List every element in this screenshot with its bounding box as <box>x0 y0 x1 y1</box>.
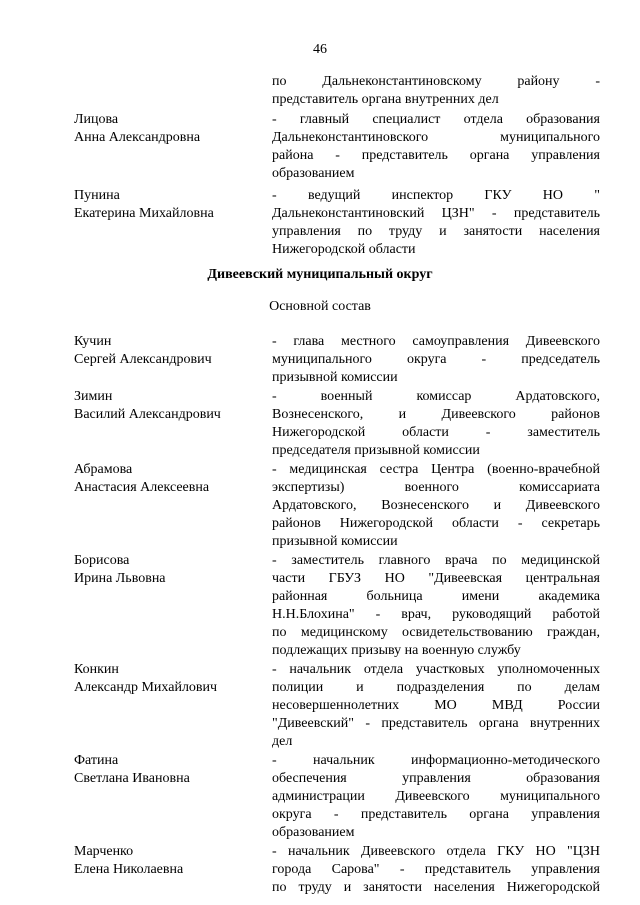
member-entry <box>74 187 600 259</box>
role-line: Н.Н.Блохина" - врач, руководящий работой <box>272 607 600 622</box>
page-number: 46 <box>313 42 327 57</box>
member-role <box>272 843 600 897</box>
role-line: - начальник отдела участковых уполномоченных <box>272 662 600 677</box>
role-line: призывной комиссии <box>272 534 398 549</box>
member-entry <box>74 388 600 460</box>
role-line: призывной комиссии <box>272 370 398 385</box>
member-entry <box>74 661 600 751</box>
member-given-name: Анна Александровна <box>74 130 201 145</box>
role-line: - военный комиссар Ардатовского, <box>272 389 600 404</box>
member-name <box>74 461 272 551</box>
role-line: по труду и занятости населения Нижегородской <box>272 880 600 895</box>
role-line: - медицинская сестра Центра (военно-врачебной <box>272 462 600 477</box>
role-line: подлежащих призыву на военную службу <box>272 643 521 658</box>
role-line: по Дальнеконстантиновскому району - <box>272 74 600 89</box>
member-surname: Марченко <box>74 844 134 859</box>
member-name <box>74 752 272 842</box>
member-entry <box>74 752 600 842</box>
role-line: по медицинскому освидетельствованию граждан, <box>272 625 600 640</box>
role-line: - заместитель главного врача по медицинской <box>272 553 600 568</box>
member-given-name: Светлана Ивановна <box>74 771 190 786</box>
role-line: муниципального округа - председатель <box>272 352 600 367</box>
member-surname: Лицова <box>74 112 119 127</box>
role-line: представитель органа внутренних дел <box>272 92 499 107</box>
role-line: Нижегородской области <box>272 242 416 257</box>
role-line: Дальнеконстантиновского муниципального <box>272 130 600 145</box>
role-line: председателя призывной комиссии <box>272 443 480 458</box>
member-given-name: Сергей Александрович <box>74 352 212 367</box>
role-line: - начальник Дивеевского отдела ГКУ НО "ЦЗН <box>272 844 600 859</box>
member-role <box>272 461 600 551</box>
role-line: районная больница имени академика <box>272 589 600 604</box>
role-line: Вознесенского, и Дивеевского районов <box>272 407 600 422</box>
role-line: города Сарова" - представитель управления <box>272 862 600 877</box>
member-role <box>272 388 600 460</box>
member-surname: Борисова <box>74 553 130 568</box>
role-line: Дальнеконстантиновский ЦЗН" - представитель <box>272 206 600 221</box>
role-line: "Дивеевский" - представитель органа внутренних <box>272 716 600 731</box>
member-given-name: Ирина Львовна <box>74 571 166 586</box>
member-role <box>272 333 600 387</box>
role-line: района - представитель органа управления <box>272 148 600 163</box>
role-line: образованием <box>272 825 355 840</box>
member-surname: Кучин <box>74 334 112 349</box>
role-line: управления по труду и занятости населения <box>272 224 600 239</box>
member-name <box>74 187 272 259</box>
role-line: дел <box>272 734 293 749</box>
member-role <box>272 661 600 751</box>
member-name <box>74 333 272 387</box>
member-role <box>272 73 600 109</box>
member-name <box>74 661 272 751</box>
member-name <box>74 843 272 897</box>
member-role <box>272 187 600 259</box>
member-name <box>74 552 272 660</box>
empty-name-column <box>74 73 272 109</box>
member-entry <box>74 461 600 551</box>
member-surname: Фатина <box>74 753 119 768</box>
role-line: - начальник информационно-методического <box>272 753 600 768</box>
role-line: администрации Дивеевского муниципального <box>272 789 600 804</box>
role-line: - главный специалист отдела образования <box>272 112 600 127</box>
role-line: Ардатовского, Вознесенского и Дивеевского <box>272 498 600 513</box>
member-role <box>272 552 600 660</box>
member-surname: Абрамова <box>74 462 133 477</box>
role-line: полиции и подразделения по делам <box>272 680 600 695</box>
member-surname: Зимин <box>74 389 113 404</box>
member-role <box>272 111 600 183</box>
role-line: Нижегородской области - заместитель <box>272 425 600 440</box>
role-line: обеспечения управления образования <box>272 771 600 786</box>
role-line: несовершеннолетних МО МВД России <box>272 698 600 713</box>
member-role <box>272 752 600 842</box>
member-entry <box>74 552 600 660</box>
top-commission-block <box>74 73 600 259</box>
role-line: образованием <box>272 166 355 181</box>
role-line: округа - представитель органа управления <box>272 807 600 822</box>
role-line: части ГБУЗ НО "Дивеевская центральная <box>272 571 600 586</box>
member-given-name: Василий Александрович <box>74 407 221 422</box>
role-line: - ведущий инспектор ГКУ НО " <box>272 188 600 203</box>
continuation-entry <box>74 73 600 109</box>
member-entry <box>74 843 600 897</box>
section-heading: Дивеевский муниципальный округ <box>207 267 433 282</box>
member-given-name: Анастасия Алексеевна <box>74 480 210 495</box>
member-entry <box>74 111 600 183</box>
section-subheading: Основной состав <box>269 299 371 314</box>
role-line: районов Нижегородской области - секретарь <box>272 516 600 531</box>
member-entry <box>74 333 600 387</box>
role-line: - глава местного самоуправления Дивеевского <box>272 334 600 349</box>
member-given-name: Елена Николаевна <box>74 862 184 877</box>
member-given-name: Екатерина Михайловна <box>74 206 214 221</box>
member-name <box>74 111 272 183</box>
member-name <box>74 388 272 460</box>
role-line: экспертизы) военного комиссариата <box>272 480 600 495</box>
member-surname: Пунина <box>74 188 120 203</box>
member-surname: Конкин <box>74 662 119 677</box>
member-given-name: Александр Михайлович <box>74 680 218 695</box>
section-members-block <box>74 333 600 897</box>
